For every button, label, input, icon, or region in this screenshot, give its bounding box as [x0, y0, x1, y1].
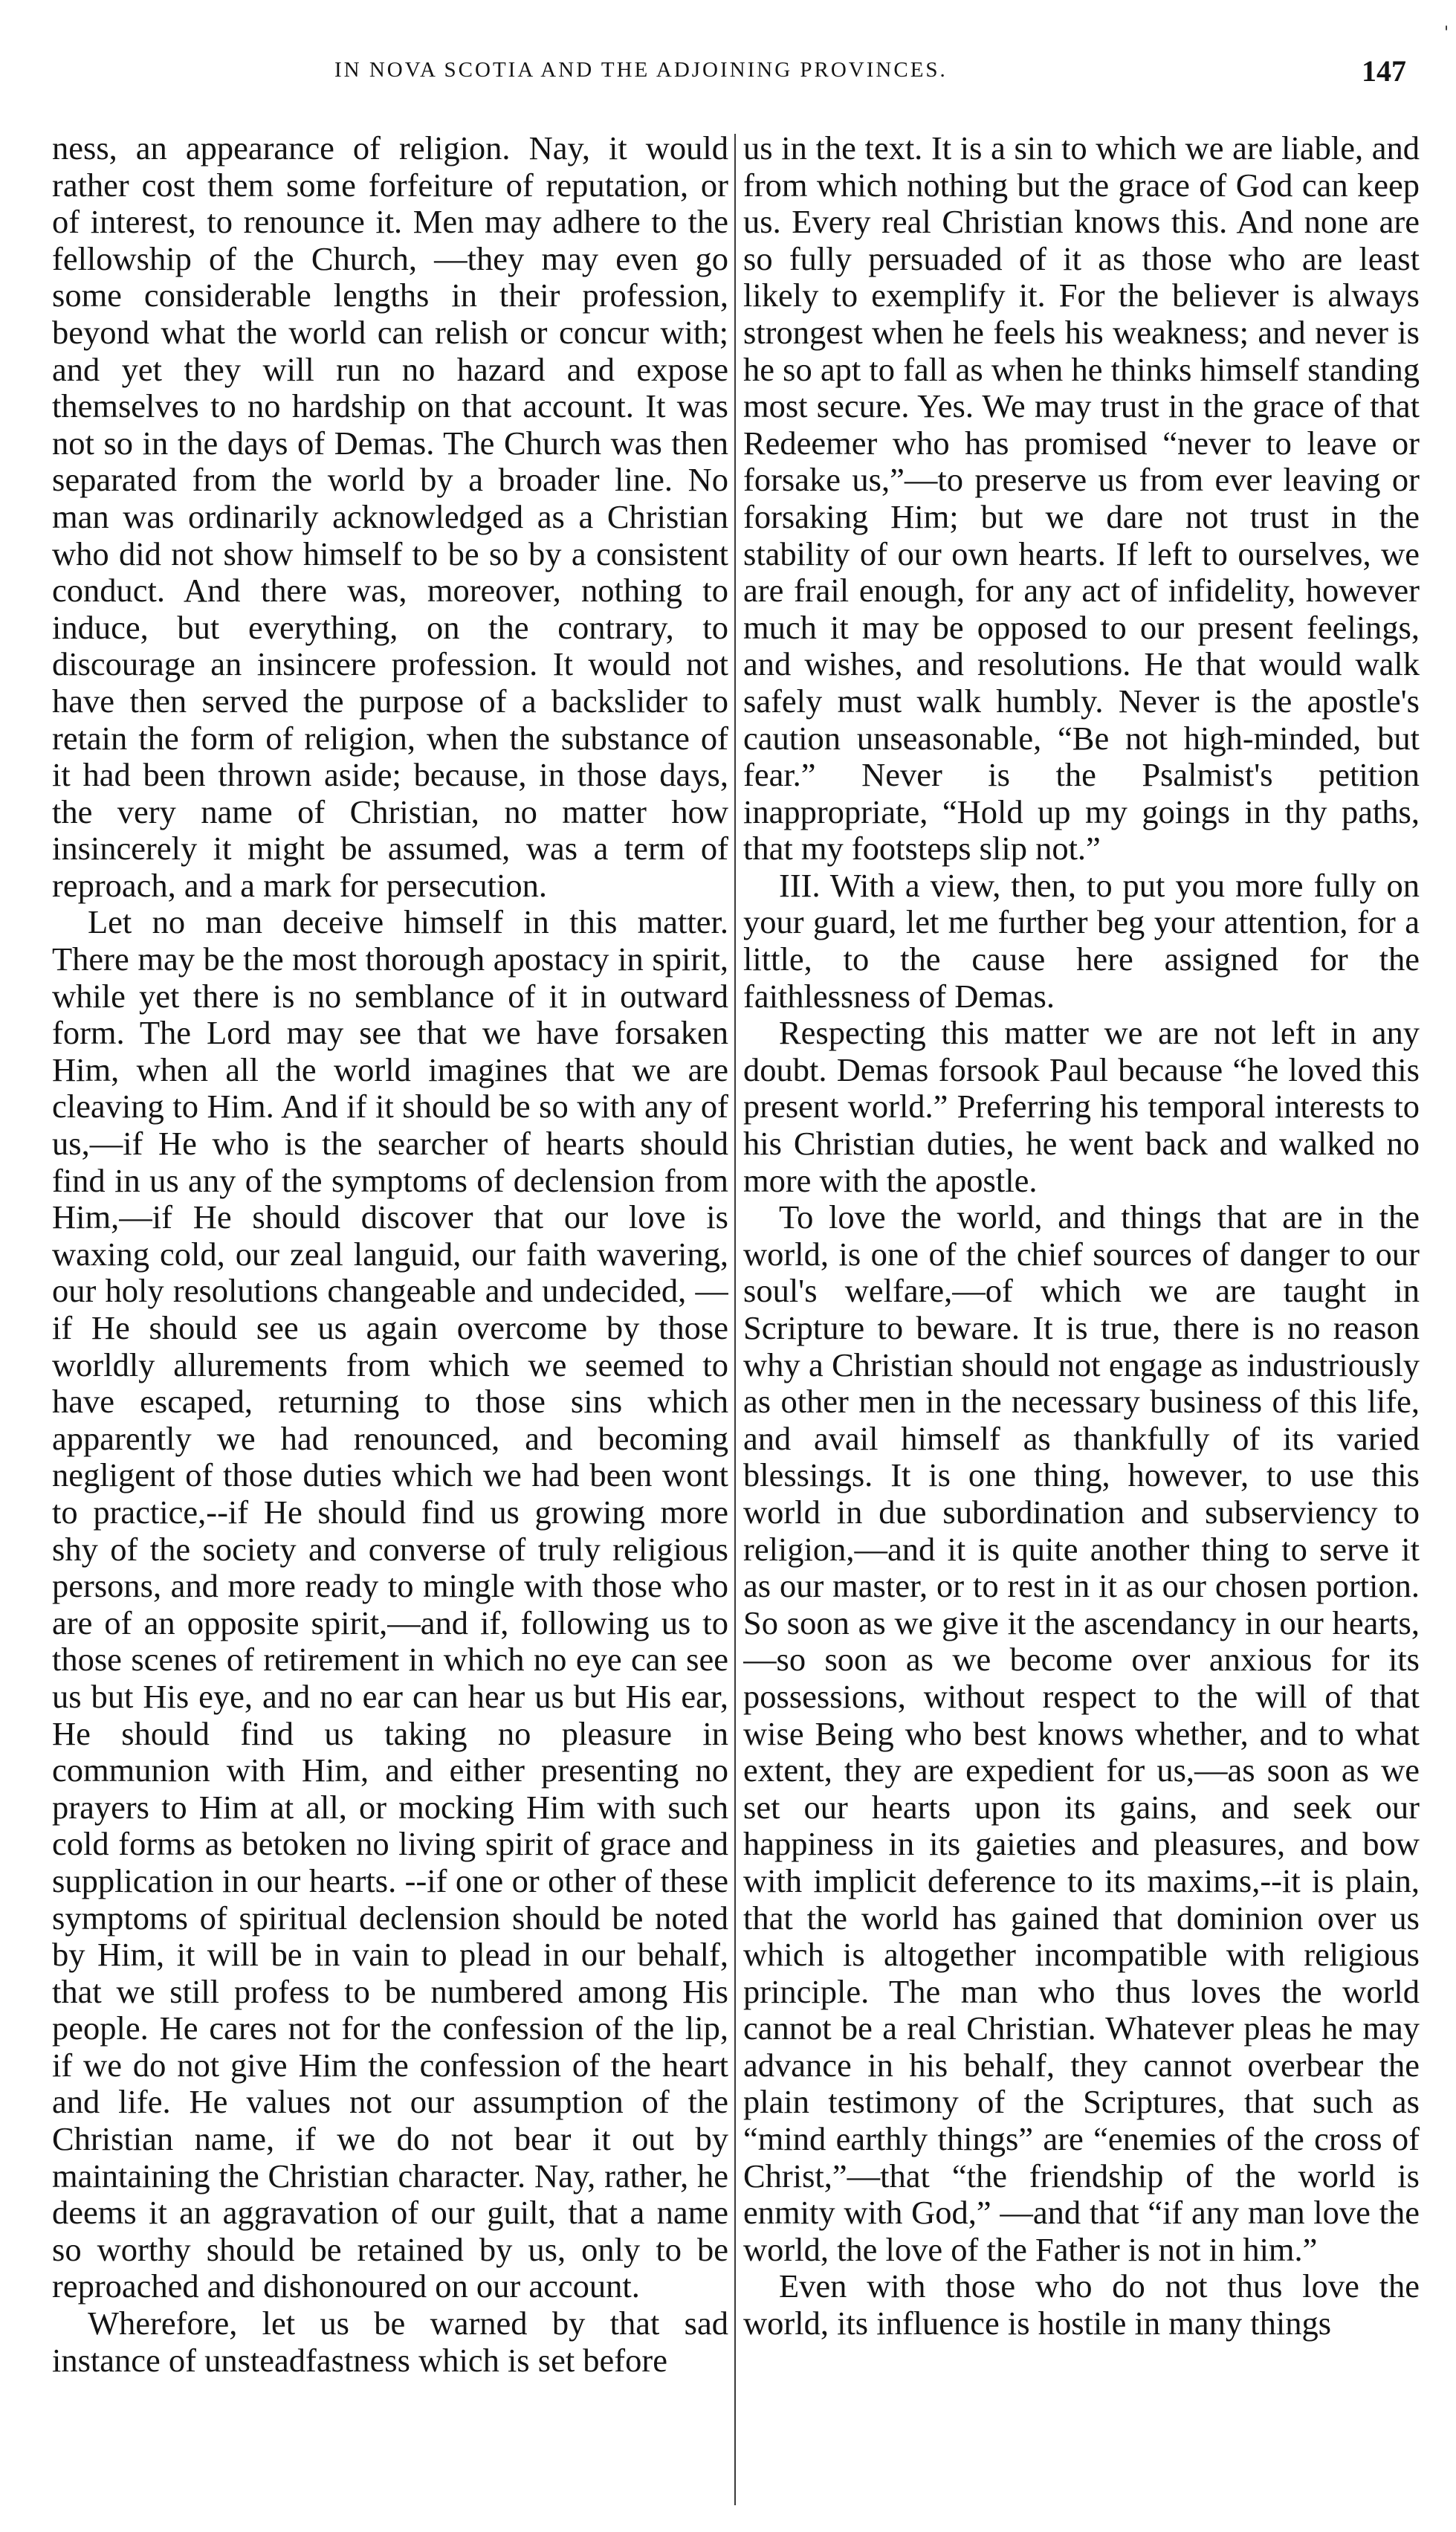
right-paragraph-5: Even with those who do not thus love the world, its influence is hostile in many things [743, 2267, 1420, 2342]
running-head [45, 54, 1427, 98]
right-paragraph-4: To love the world, and things that are in the world, is one of the chief sources of danger to our soul's welfare,—of which we are taught in Scripture to beware. It is true, there is no reason why a Christian should not engage as industriously as other men in the necessary business of this life, and avail himself as thankfully of its varied blessings. It is one thing, however, to use this world in due subordination and subserviency to religion,—and it is quite another thing to serve it as our master, or to rest in it as our chosen portion. So soon as we give it the ascendancy in our hearts,—so soon as we become over anxious for its possessions, without respect to the will of that wise Being who best knows whether, and to what extent, they are expedient for us,—as soon as we set our hearts upon its gains, and seek our happiness in its gaieties and pleasures, and bow with implicit deference to its maxims,--it is plain, that the world has gained that dominion over us which is altogether incompatible with religious principle. The man who thus loves the world cannot be a real Christian. Whatever pleas he may advance in his behalf, they cannot overbear the plain testimony of the Scriptures, that such as “mind earthly things” are “enemies of the cross of Christ,”—that “the friendship of the world is enmity with God,” —and that “if any man love the world, the love of the Father is not in him.” [743, 1198, 1420, 2268]
left-paragraph-2: Let no man deceive himself in this matter. There may be the most thorough apostacy in spirit, while yet there is no semblance of it in outward form. The Lord may see that we have forsaken Him, when all the world imagines that we are cleaving to Him. And if it should be so with any of us,—if He who is the searcher of hearts should find in us any of the symptoms of declension from Him,—if He should discover that our love is waxing cold, our zeal languid, our faith wavering, our holy resolutions changeable and undecided, —if He should see us again overcome by those worldly allurements from which we seemed to have escaped, returning to those sins which apparently we had renounced, and becoming negligent of those duties which we had been wont to practice,--if He should find us growing more shy of the society and converse of truly religious persons, and more ready to mingle with those who are of an opposite spirit,—and if, following us to those scenes of retirement in which no eye can see us but His eye, and no ear can hear us but His ear, He should find us taking no pleasure in communion with Him, and either presenting no prayers to Him at all, or mocking Him with such cold forms as betoken no living spirit of grace and supplication in our hearts. --if one or other of these symptoms of spiritual declension should be noted by Him, it will be in vain to plead in our behalf, that we still profess to be numbered among His people. He cares not for the confession of the lip, if we do not give Him the confession of the heart and life. He values not our assumption of the Christian name, if we do not bear it out by maintaining the Christian character. Nay, rather, he deems it an aggravation of our guilt, that a name so worthy should be retained by us, only to be reproached and dishonoured on our account. [52, 903, 728, 2305]
right-paragraph-1: us in the text. It is a sin to which we are liable, and from which nothing but the grace of God can keep us. Every real Christian knows this. And none are so fully persuaded of it as those who are least likely to exemplify it. For the believer is always strongest when he feels his weakness; and never is he so apt to fall as when he thinks himself standing most secure. Yes. We may trust in the grace of that Redeemer who has promised “never to leave or forsake us,”—to preserve us from ever leaving or forsaking Him; but we dare not trust in the stability of our own hearts. If left to ourselves, we are frail enough, for any act of infidelity, however much it may be opposed to our present feelings, and wishes, and resolutions. He that would walk safely must walk humbly. Never is the apostle's caution unseasonable, “Be not high-minded, but fear.” Never is the Psalmist's petition inappropriate, “Hold up my goings in thy paths, that my footsteps slip not.” [743, 130, 1420, 868]
left-column [52, 130, 728, 2509]
left-paragraph-1: ness, an appearance of religion. Nay, it would rather cost them some forfeiture of reputation, or of interest, to renounce it. Men may adhere to the fellowship of the Church, —they may even go some considerable lengths in their profession, beyond what the world can relish or concur with; and yet they will run no hazard and expose themselves to no hardship on that account. It was not so in the days of Demas. The Church was then separated from the world by a broader line. No man was ordinarily acknowledged as a Christian who did not show himself to be so by a consistent conduct. And there was, moreover, nothing to induce, but everything, on the contrary, to discourage an insincere profession. It would not have then served the purpose of a backslider to retain the form of religion, when the substance of it had been thrown aside; because, in those days, the very name of Christian, no matter how insincerely it might be assumed, was a term of reproach, and a mark for persecution. [52, 130, 728, 904]
column-rule [734, 134, 736, 2505]
page-number: 147 [1362, 54, 1406, 88]
stray-mark: ' [1443, 24, 1449, 42]
left-paragraph-3: Wherefore, let us be warned by that sad instance of unsteadfastness which is set before [52, 2305, 728, 2379]
running-title: IN NOVA SCOTIA AND THE ADJOINING PROVINCES. [334, 58, 948, 82]
right-paragraph-3: Respecting this matter we are not left in any doubt. Demas forsook Paul because “he loved this present world.” Preferring his temporal interests to his Christian duties, he went back and walked no more with the apostle. [743, 1014, 1420, 1199]
right-column [743, 130, 1420, 2509]
right-paragraph-2: III. With a view, then, to put you more fully on your guard, let me further beg your attention, for a little, to the cause here assigned for the faithlessness of Demas. [743, 866, 1420, 1015]
